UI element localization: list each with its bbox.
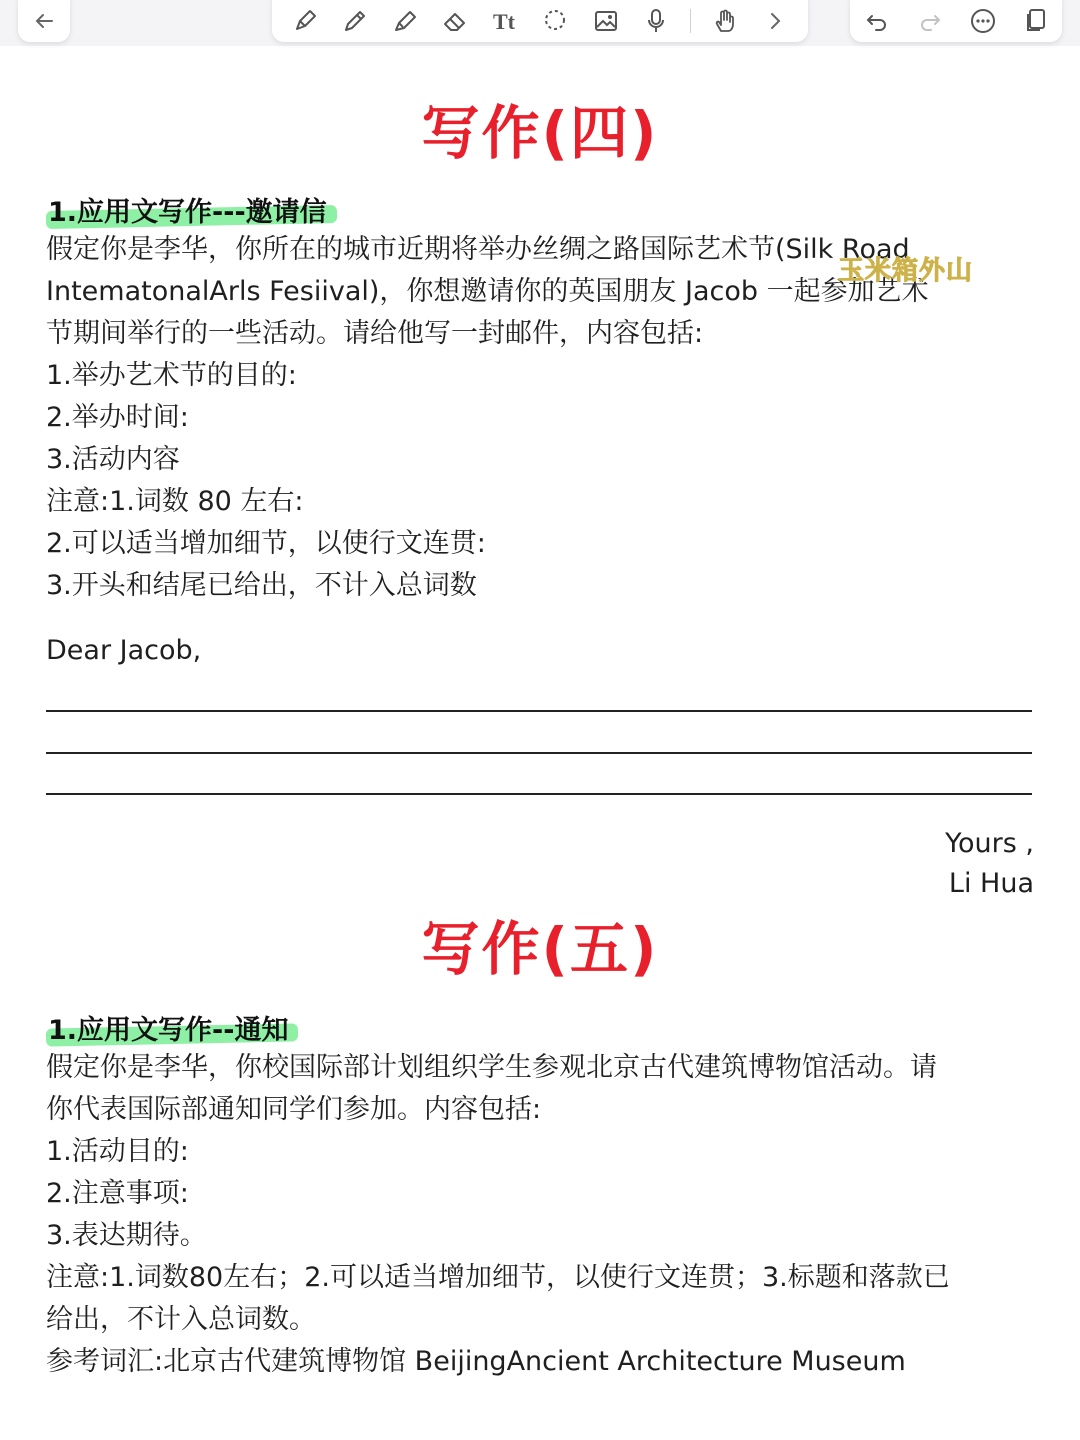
section4-prompt-line: 3.开头和结尾已给出，不计入总词数 — [46, 570, 477, 601]
writing-blank-line — [46, 752, 1032, 754]
section4-prompt-line: 节期间举行的一些活动。请给他写一封邮件，内容包括: — [46, 318, 704, 349]
drawing-tools-group — [272, 0, 808, 42]
microphone-icon[interactable] — [640, 5, 672, 37]
image-icon[interactable] — [590, 5, 622, 37]
more-options-icon[interactable] — [967, 5, 999, 37]
back-group — [18, 0, 70, 42]
toolbar-divider — [690, 9, 691, 33]
letter-signature: Li Hua — [948, 868, 1034, 899]
pages-icon[interactable] — [1020, 5, 1052, 37]
letter-salutation: Dear Jacob, — [46, 635, 202, 666]
section5-prompt-line: 假定你是李华，你校国际部计划组织学生参观北京古代建筑博物馆活动。请 — [46, 1052, 937, 1083]
section5-subtitle — [46, 1008, 294, 1047]
hand-touch-icon[interactable] — [709, 5, 741, 37]
section4-prompt-line: 1.举办艺术节的目的: — [46, 360, 297, 391]
note-page — [0, 46, 1080, 1440]
section5-heading: 写作(五) — [421, 915, 659, 983]
section5-subtitle-text: 1.应用文写作--通知 — [48, 1015, 289, 1046]
section4-prompt-line: 2.举办时间: — [46, 402, 189, 433]
redo-icon[interactable] — [914, 5, 946, 37]
text-tool-icon[interactable] — [489, 5, 521, 37]
back-arrow-icon[interactable] — [28, 5, 60, 37]
pen-icon[interactable] — [289, 5, 321, 37]
writing-blank-line — [46, 793, 1032, 795]
pencil-icon[interactable] — [339, 5, 371, 37]
section4-subtitle-text: 1.应用文写作---邀请信 — [48, 197, 327, 228]
section5-prompt-line: 参考词汇:北京古代建筑博物馆 BeijingAncient Architecture Museum — [46, 1346, 906, 1377]
actions-group — [850, 0, 1062, 42]
section4-prompt-line: IntematonalArls Fesiival)，你想邀请你的英国朋友 Jacob 一起参加艺术 — [46, 276, 929, 307]
top-toolbar — [0, 0, 1080, 46]
writing-blank-line — [46, 710, 1032, 712]
section5-prompt-line: 你代表国际部通知同学们参加。内容包括: — [46, 1094, 542, 1125]
watermark-logo: 玉米箱外山 — [838, 256, 974, 286]
section5-prompt-line: 注意:1.词数80左右；2.可以适当增加细节，以使行文连贯；3.标题和落款已 — [46, 1262, 950, 1293]
section5-prompt-line: 给出，不计入总词数。 — [46, 1304, 316, 1335]
lasso-icon[interactable] — [539, 5, 571, 37]
highlighter-icon[interactable] — [389, 5, 421, 37]
section4-heading: 写作(四) — [421, 99, 659, 167]
undo-icon[interactable] — [861, 5, 893, 37]
section5-prompt-line: 1.活动目的: — [46, 1136, 189, 1167]
chevron-right-icon[interactable] — [759, 5, 791, 37]
letter-closing: Yours , — [945, 828, 1034, 859]
section4-prompt-line: 2.可以适当增加细节，以使行文连贯: — [46, 528, 486, 559]
section4-prompt-line: 假定你是李华，你所在的城市近期将举办丝绸之路国际艺术节(Silk Road — [46, 234, 910, 265]
eraser-icon[interactable] — [439, 5, 471, 37]
section5-prompt-line: 3.表达期待。 — [46, 1220, 207, 1251]
section4-prompt-line: 3.活动内容 — [46, 444, 180, 475]
section4-prompt-line: 注意:1.词数 80 左右: — [46, 486, 304, 517]
svg-text:Tt: Tt — [493, 9, 516, 34]
section4-subtitle — [46, 190, 333, 229]
section5-prompt-line: 2.注意事项: — [46, 1178, 189, 1209]
